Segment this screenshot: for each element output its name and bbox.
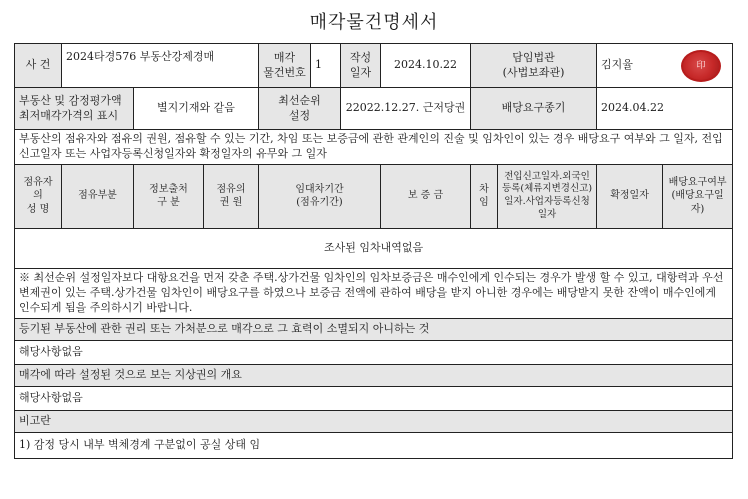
- appraisal-label: 부동산 및 감정평가액 최저매각가격의 표시: [15, 88, 134, 130]
- auction-spec-table: [14, 43, 733, 459]
- date-label: 작성 일자: [341, 44, 381, 88]
- deadline-label: 배당요구종기: [471, 88, 597, 130]
- col-lease-period: 임대차기간 (점유기간): [259, 164, 381, 228]
- item-no-value: 1: [311, 44, 341, 88]
- col-occupied-part: 점유부분: [62, 164, 134, 228]
- seal-glyph: 印: [696, 61, 706, 71]
- col-move-in-date: 전입신고일자.외국인등록(체류지변경신고)일자.사업자등록신청일자: [498, 164, 597, 228]
- date-value: 2024.10.22: [381, 44, 471, 88]
- court-seal-stamp: [681, 50, 721, 82]
- col-dividend-request: 배당요구여부 (배당요구일자): [663, 164, 733, 228]
- case-value: 2024타경576 부동산강제경매: [62, 44, 259, 88]
- section-content-surface-rights: 해당사항없음: [15, 386, 733, 410]
- occupancy-description: 부동산의 점유자와 점유의 권원, 점유할 수 있는 기간, 차임 또는 보증금에 관한 관계인의 진술 및 임차인이 있는 경우 배당요구 여부와 그 일자, 전입신고일자 또는 사업자등록신청일자와 확정일자의 유무와 그 일자: [15, 130, 733, 165]
- judge-label: 담임법관 (사법보좌관): [471, 44, 597, 88]
- section-heading-surface-rights: 매각에 따라 설정된 것으로 보는 지상권의 개요: [15, 364, 733, 386]
- col-occupancy-title: 점유의 권 원: [204, 164, 259, 228]
- notice-text: ※ 최선순위 설정일자보다 대항요건을 먼저 갖춘 주택.상가건물 임차인의 임차보증금은 매수인에게 인수되는 경우가 발생 할 수 있고, 대항력과 우선변제권이 있는 주택.상가건물 임차인이 배당요구를 하였으나 보증금 전액에 관하여 배당을 받지 아니한 경우에는 배당받지 못한 잔액이 매수인에게 인수되게 됨을 주의하시기 바랍니다.: [15, 268, 733, 318]
- judge-value: 김지율: [597, 44, 733, 88]
- section-content-remarks: 1) 감정 당시 내부 벽체경계 구분없이 공실 상태 임: [15, 432, 733, 458]
- section-content-unextinguished-rights: 해당사항없음: [15, 340, 733, 364]
- document-title: 매각물건명세서: [309, 12, 439, 33]
- deadline-value: 2024.04.22: [597, 88, 733, 130]
- col-fixed-date: 확정일자: [597, 164, 663, 228]
- col-occupant-name: 점유자의 성 명: [15, 164, 62, 228]
- appraisal-value: 별지기재와 같음: [134, 88, 259, 130]
- item-no-label: 매각 물건번호: [259, 44, 311, 88]
- section-heading-unextinguished-rights: 등기된 부동산에 관한 권리 또는 가처분으로 매각으로 그 효력이 소멸되지 아니하는 것: [15, 318, 733, 340]
- priority-value: 22022.12.27. 근저당권: [341, 88, 471, 130]
- col-rent: 차 임: [471, 164, 498, 228]
- empty-lease-message: 조사된 임차내역없음: [15, 228, 733, 268]
- case-label: 사 건: [15, 44, 62, 88]
- section-heading-remarks: 비고란: [15, 410, 733, 432]
- col-info-source: 정보출처 구 분: [134, 164, 204, 228]
- priority-label: 최선순위 설정: [259, 88, 341, 130]
- col-deposit: 보 증 금: [381, 164, 471, 228]
